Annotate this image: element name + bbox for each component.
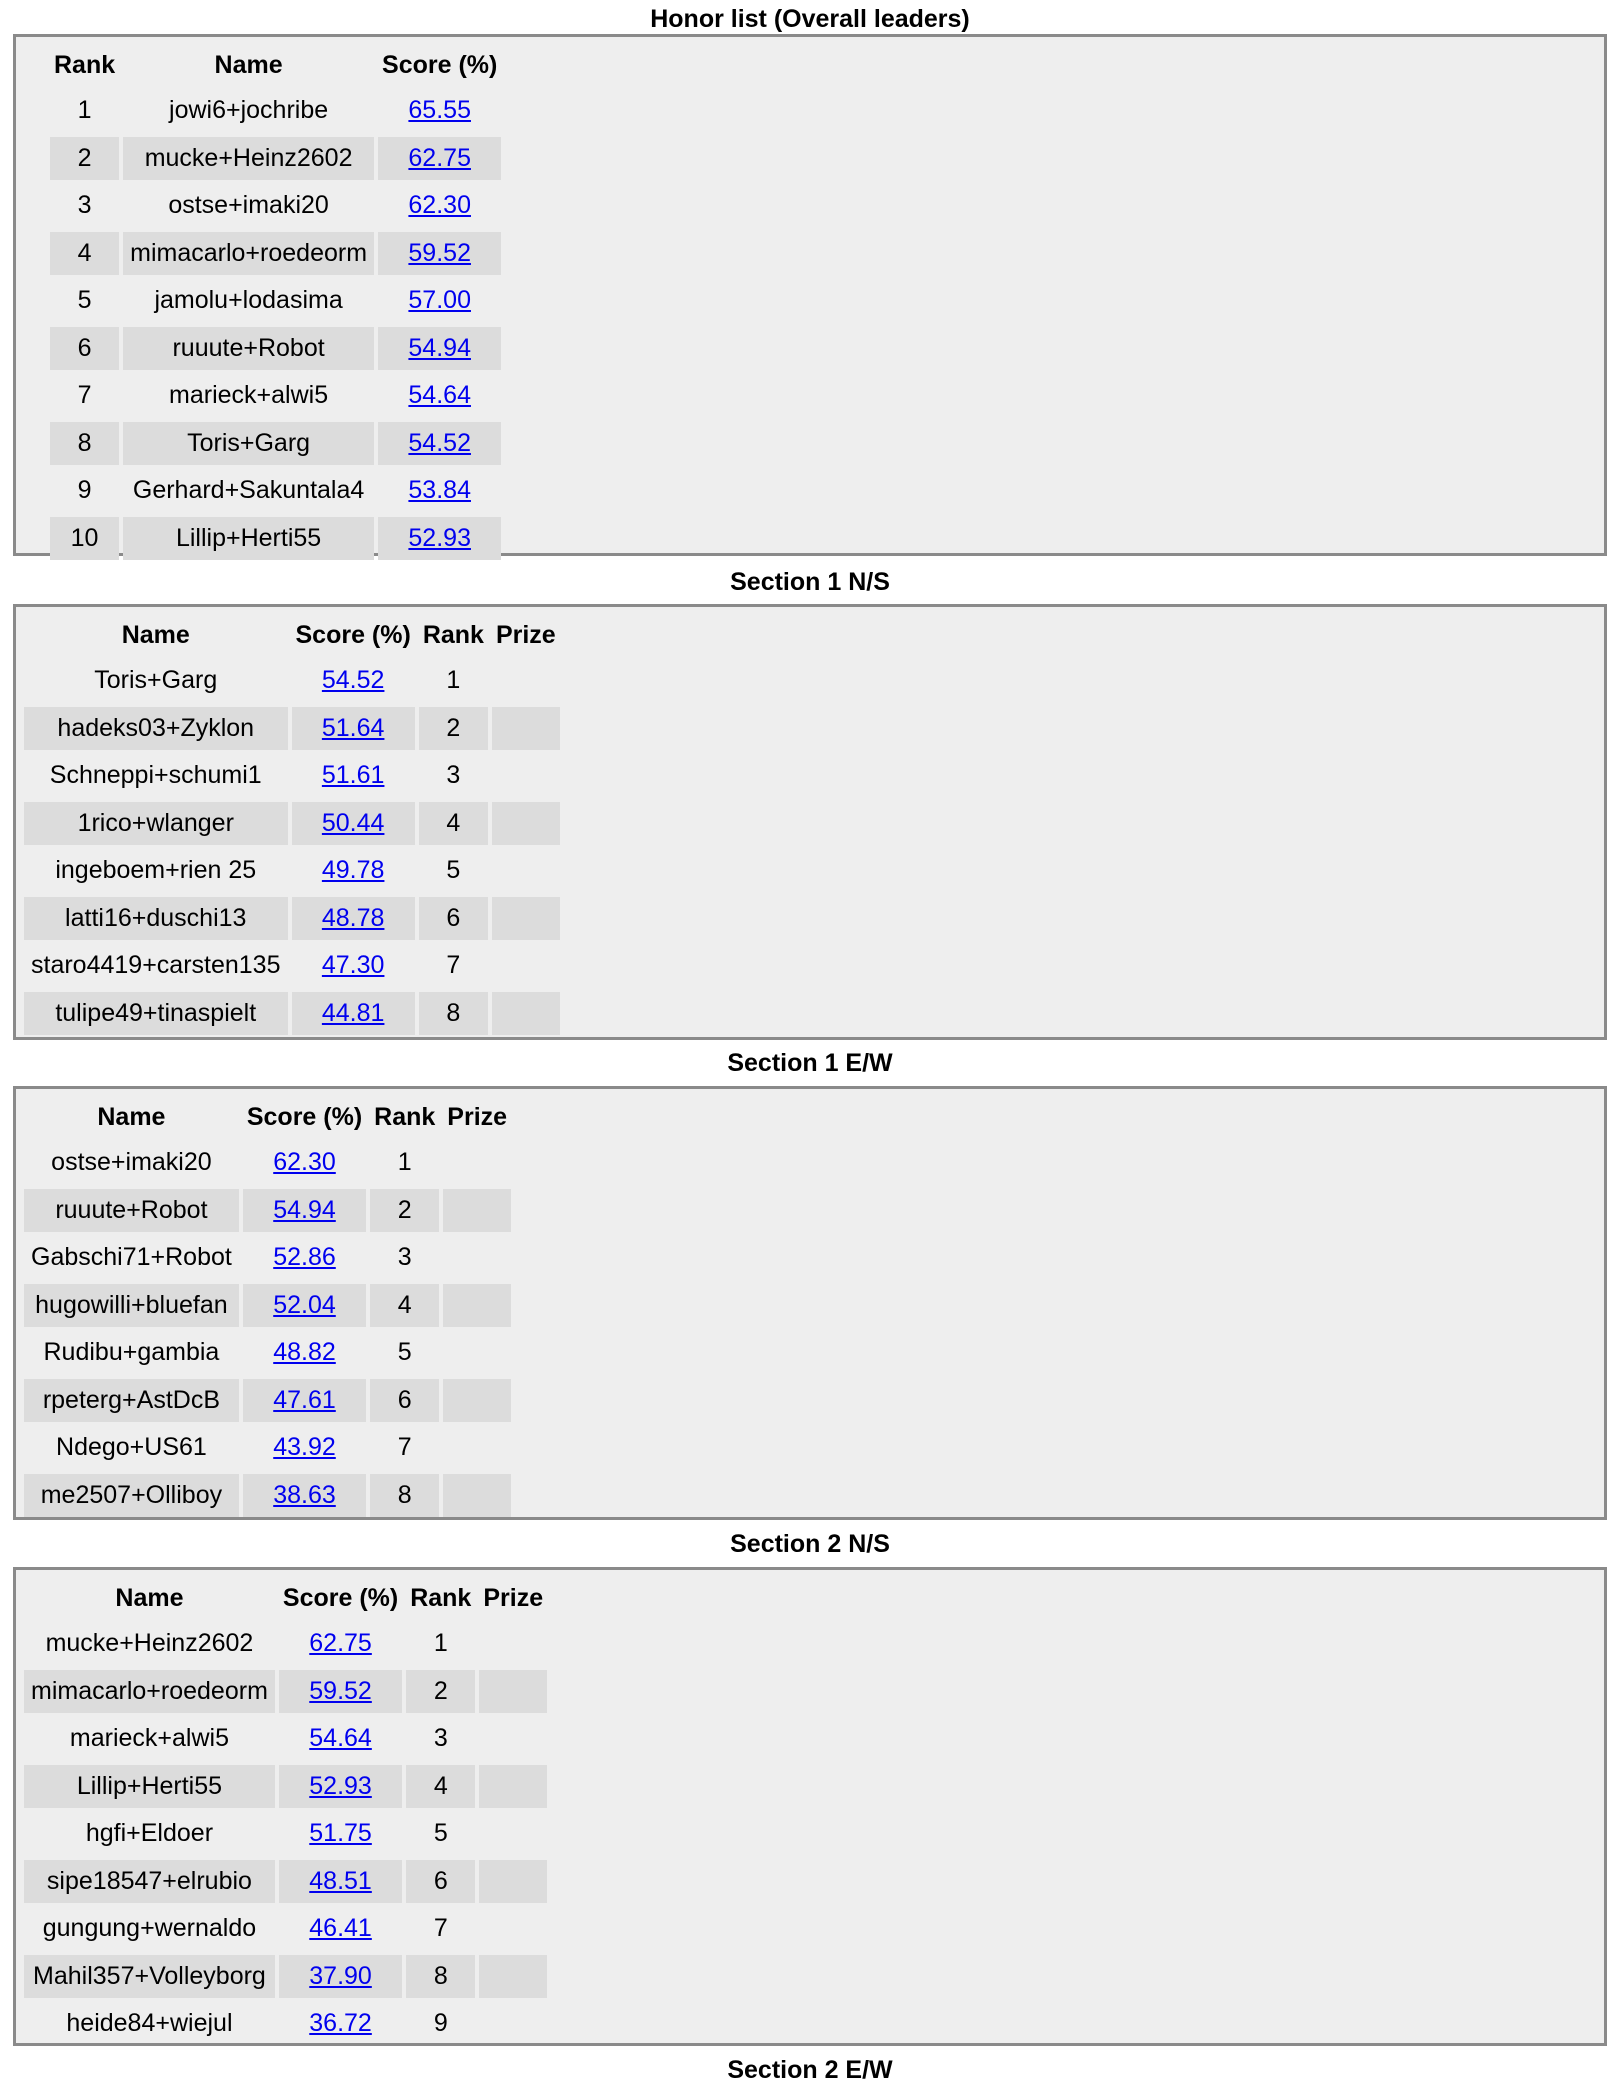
score-cell	[292, 849, 415, 893]
prize-cell	[492, 659, 560, 703]
rank-cell: 4	[370, 1284, 439, 1328]
section-table	[20, 611, 564, 1039]
prize-cell	[492, 849, 560, 893]
column-header-prize: Prize	[495, 620, 556, 649]
rank-cell: 1	[433, 1629, 448, 1658]
prize-cell	[479, 1670, 547, 1714]
rank-cell: 5	[77, 286, 92, 315]
table-row	[24, 1955, 547, 1999]
honor-list-table	[46, 41, 505, 564]
column-header-rank: Rank	[422, 620, 484, 649]
score-cell	[279, 1670, 402, 1714]
score-link[interactable]: 54.64	[408, 381, 471, 410]
rank-cell: 1	[77, 96, 92, 125]
name-cell: Schneppi+schumi1	[49, 761, 262, 790]
score-link[interactable]: 62.30	[273, 1148, 336, 1177]
rank-cell: 1	[397, 1148, 412, 1177]
prize-cell	[479, 1765, 547, 1809]
score-cell	[279, 1907, 402, 1951]
table-row	[24, 1141, 511, 1185]
score-cell	[243, 1331, 366, 1375]
rank-cell: 8	[419, 992, 488, 1036]
table-row	[24, 659, 560, 703]
honor-list-body	[50, 89, 501, 560]
score-link[interactable]: 57.00	[408, 286, 471, 315]
honor-list-panel	[13, 34, 1607, 556]
table-row	[50, 327, 501, 371]
table-row	[24, 1812, 547, 1856]
table-row	[24, 1860, 547, 1904]
section-title: Section 1 E/W	[727, 1049, 893, 1077]
table-row	[50, 184, 501, 228]
score-cell	[292, 944, 415, 988]
score-link[interactable]: 51.64	[321, 713, 385, 742]
score-cell	[378, 279, 501, 323]
name-cell: Ndego+US61	[56, 1433, 207, 1462]
name-cell: staro4419+carsten135	[31, 951, 281, 980]
score-cell	[279, 1717, 402, 1761]
score-link[interactable]: 62.75	[309, 1629, 372, 1658]
section-header-row	[24, 615, 560, 655]
name-cell: ruuute+Robot	[123, 327, 374, 371]
score-link[interactable]: 54.64	[309, 1724, 372, 1753]
score-link[interactable]: 52.93	[408, 523, 471, 552]
score-cell	[279, 1860, 402, 1904]
score-cell	[279, 1812, 402, 1856]
score-link[interactable]: 62.30	[408, 191, 471, 220]
score-link[interactable]: 43.92	[273, 1433, 336, 1462]
prize-cell	[479, 1860, 547, 1904]
name-cell: Toris+Garg	[123, 422, 374, 466]
rank-cell: 10	[50, 517, 119, 561]
score-cell	[292, 754, 415, 798]
score-link[interactable]: 54.52	[408, 428, 471, 457]
table-row	[50, 517, 501, 561]
score-cell	[292, 659, 415, 703]
column-header-name: Name	[121, 620, 190, 649]
name-cell: Rudibu+gambia	[43, 1338, 220, 1367]
table-row	[24, 1379, 511, 1423]
table-row	[24, 992, 560, 1036]
column-header-score: Score (%)	[246, 1102, 363, 1131]
score-link[interactable]: 48.51	[309, 1866, 372, 1895]
prize-cell	[479, 1812, 547, 1856]
table-row	[24, 849, 560, 893]
prize-cell	[479, 1622, 547, 1666]
prize-cell	[479, 1907, 547, 1951]
column-header-score: Score (%)	[382, 50, 498, 79]
rank-cell: 7	[446, 951, 461, 980]
table-row	[24, 1907, 547, 1951]
name-cell: marieck+alwi5	[169, 381, 329, 410]
rank-cell: 3	[397, 1243, 412, 1272]
prize-cell	[443, 1141, 511, 1185]
score-cell	[243, 1474, 366, 1518]
column-header-rank: Rank	[374, 1102, 436, 1131]
rank-cell: 5	[397, 1338, 412, 1367]
table-row	[24, 1284, 511, 1328]
prize-cell	[443, 1189, 511, 1233]
name-cell: jamolu+lodasima	[154, 286, 343, 315]
rank-cell: 9	[77, 476, 92, 505]
rank-cell: 2	[406, 1670, 475, 1714]
table-row	[24, 1474, 511, 1518]
name-cell: mucke+Heinz2602	[45, 1629, 254, 1658]
name-cell: rpeterg+AstDcB	[24, 1379, 239, 1423]
score-link[interactable]: 59.52	[408, 238, 471, 267]
name-cell: ostse+imaki20	[51, 1148, 212, 1177]
column-header-name: Name	[97, 1102, 166, 1131]
name-cell: ingeboem+rien 25	[55, 856, 257, 885]
score-link[interactable]: 47.61	[273, 1385, 336, 1414]
section-body	[24, 1141, 511, 1517]
column-header-rank: Rank	[410, 1583, 472, 1612]
table-row	[24, 754, 560, 798]
name-cell: sipe18547+elrubio	[24, 1860, 275, 1904]
name-cell: jowi6+jochribe	[169, 96, 329, 125]
rank-cell: 6	[406, 1860, 475, 1904]
rank-cell: 9	[433, 2009, 448, 2038]
score-link[interactable]: 51.75	[309, 1819, 372, 1848]
score-link[interactable]: 36.72	[309, 2009, 372, 2038]
table-row	[24, 1331, 511, 1375]
column-header-rank: Rank	[54, 50, 116, 79]
score-link[interactable]: 49.78	[321, 856, 385, 885]
name-cell: ostse+imaki20	[168, 191, 329, 220]
score-cell	[378, 89, 501, 133]
name-cell: hadeks03+Zyklon	[24, 707, 288, 751]
section-table	[20, 1574, 551, 2050]
name-cell: Lillip+Herti55	[123, 517, 374, 561]
rank-cell: 3	[446, 761, 461, 790]
score-cell	[292, 992, 415, 1036]
score-link[interactable]: 46.41	[309, 1914, 372, 1943]
score-link[interactable]: 51.61	[321, 761, 385, 790]
name-cell: mimacarlo+roedeorm	[123, 232, 374, 276]
rank-cell: 8	[406, 1955, 475, 1999]
name-cell: Mahil357+Volleyborg	[24, 1955, 275, 1999]
score-cell	[243, 1189, 366, 1233]
rank-cell: 7	[433, 1914, 448, 1943]
rank-cell: 8	[50, 422, 119, 466]
score-cell	[292, 802, 415, 846]
rank-cell: 3	[77, 191, 92, 220]
score-cell	[378, 232, 501, 276]
name-cell: 1rico+wlanger	[24, 802, 288, 846]
prize-cell	[492, 992, 560, 1036]
rank-cell: 2	[419, 707, 488, 751]
name-cell: Lillip+Herti55	[24, 1765, 275, 1809]
score-cell	[243, 1236, 366, 1280]
score-cell	[243, 1284, 366, 1328]
rank-cell: 5	[433, 1819, 448, 1848]
name-cell: hugowilli+bluefan	[24, 1284, 239, 1328]
table-row	[24, 897, 560, 941]
name-cell: marieck+alwi5	[69, 1724, 229, 1753]
prize-cell	[492, 802, 560, 846]
score-cell	[243, 1141, 366, 1185]
table-row	[24, 1189, 511, 1233]
table-row	[50, 469, 501, 513]
score-link[interactable]: 62.75	[408, 143, 471, 172]
honor-list-title: Honor list (Overall leaders)	[650, 5, 970, 33]
table-row	[24, 1236, 511, 1280]
rank-cell: 6	[419, 897, 488, 941]
table-row	[24, 1717, 547, 1761]
score-cell	[292, 707, 415, 751]
score-cell	[378, 422, 501, 466]
table-row	[24, 1622, 547, 1666]
score-link[interactable]: 48.78	[321, 903, 385, 932]
table-row	[24, 707, 560, 751]
score-link[interactable]: 52.93	[309, 1771, 372, 1800]
section-title: Section 1 N/S	[730, 568, 890, 596]
prize-cell	[443, 1474, 511, 1518]
name-cell: latti16+duschi13	[24, 897, 288, 941]
score-link[interactable]: 47.30	[321, 951, 385, 980]
score-link[interactable]: 38.63	[273, 1480, 336, 1509]
rank-cell: 6	[50, 327, 119, 371]
section-title: Section 2 N/S	[730, 1530, 890, 1558]
score-cell	[292, 897, 415, 941]
table-row	[50, 422, 501, 466]
column-header-score: Score (%)	[295, 620, 411, 649]
score-cell	[279, 1622, 402, 1666]
score-cell	[378, 327, 501, 371]
rank-cell: 3	[433, 1724, 448, 1753]
score-cell	[378, 374, 501, 418]
rank-cell: 4	[406, 1765, 475, 1809]
prize-cell	[443, 1236, 511, 1280]
rank-cell: 4	[419, 802, 488, 846]
score-cell	[279, 1955, 402, 1999]
table-row	[24, 802, 560, 846]
rank-cell: 7	[77, 381, 92, 410]
score-link[interactable]: 54.94	[408, 333, 471, 362]
score-cell	[243, 1379, 366, 1423]
table-row	[24, 2002, 547, 2046]
table-row	[50, 89, 501, 133]
table-row	[50, 137, 501, 181]
score-link[interactable]: 65.55	[408, 96, 471, 125]
rank-cell: 1	[446, 666, 461, 695]
prize-cell	[479, 2002, 547, 2046]
table-row	[24, 1426, 511, 1470]
score-link[interactable]: 48.82	[273, 1338, 336, 1367]
section-table	[20, 1093, 515, 1521]
prize-cell	[492, 897, 560, 941]
name-cell: hgfi+Eldoer	[85, 1819, 214, 1848]
rank-cell: 7	[397, 1433, 412, 1462]
score-cell	[378, 184, 501, 228]
score-cell	[279, 2002, 402, 2046]
name-cell: mucke+Heinz2602	[123, 137, 374, 181]
score-cell	[279, 1765, 402, 1809]
honor-list-header-row	[50, 45, 501, 85]
table-row	[50, 279, 501, 323]
name-cell: Toris+Garg	[94, 666, 218, 695]
name-cell: mimacarlo+roedeorm	[24, 1670, 275, 1714]
section-panel	[13, 1086, 1607, 1520]
score-cell	[243, 1426, 366, 1470]
name-cell: gungung+wernaldo	[42, 1914, 257, 1943]
rank-cell: 5	[446, 856, 461, 885]
prize-cell	[492, 944, 560, 988]
column-header-name: Name	[214, 50, 283, 79]
rank-cell: 4	[50, 232, 119, 276]
prize-cell	[443, 1379, 511, 1423]
rank-cell: 2	[370, 1189, 439, 1233]
table-row	[50, 374, 501, 418]
column-header-prize: Prize	[447, 1102, 508, 1131]
prize-cell	[479, 1955, 547, 1999]
prize-cell	[492, 707, 560, 751]
section-body	[24, 1622, 547, 2046]
table-row	[24, 944, 560, 988]
name-cell: heide84+wiejul	[66, 2009, 233, 2038]
section-panel	[13, 604, 1607, 1040]
score-link[interactable]: 54.52	[321, 666, 385, 695]
rank-cell: 6	[370, 1379, 439, 1423]
score-link[interactable]: 50.44	[321, 808, 385, 837]
name-cell: Gabschi71+Robot	[31, 1243, 232, 1272]
score-cell	[378, 137, 501, 181]
column-header-name: Name	[115, 1583, 184, 1612]
prize-cell	[479, 1717, 547, 1761]
section-header-row	[24, 1097, 511, 1137]
section-header-row	[24, 1578, 547, 1618]
section-body	[24, 659, 560, 1035]
rank-cell: 2	[50, 137, 119, 181]
score-link[interactable]: 54.94	[273, 1195, 336, 1224]
section-title: Section 2 E/W	[727, 2056, 893, 2084]
name-cell: ruuute+Robot	[24, 1189, 239, 1233]
score-cell	[378, 517, 501, 561]
table-row	[24, 1670, 547, 1714]
section-panel	[13, 1567, 1607, 2046]
table-row	[50, 232, 501, 276]
score-link[interactable]: 44.81	[321, 998, 385, 1027]
prize-cell	[443, 1331, 511, 1375]
column-header-prize: Prize	[483, 1583, 544, 1612]
prize-cell	[443, 1426, 511, 1470]
score-cell	[378, 469, 501, 513]
score-link[interactable]: 37.90	[309, 1961, 372, 1990]
score-link[interactable]: 59.52	[309, 1676, 372, 1705]
column-header-score: Score (%)	[282, 1583, 399, 1612]
name-cell: tulipe49+tinaspielt	[24, 992, 288, 1036]
score-link[interactable]: 52.86	[273, 1243, 336, 1272]
name-cell: me2507+Olliboy	[24, 1474, 239, 1518]
table-row	[24, 1765, 547, 1809]
name-cell: Gerhard+Sakuntala4	[132, 476, 365, 505]
rank-cell: 8	[370, 1474, 439, 1518]
prize-cell	[492, 754, 560, 798]
score-link[interactable]: 52.04	[273, 1290, 336, 1319]
score-link[interactable]: 53.84	[408, 476, 471, 505]
prize-cell	[443, 1284, 511, 1328]
